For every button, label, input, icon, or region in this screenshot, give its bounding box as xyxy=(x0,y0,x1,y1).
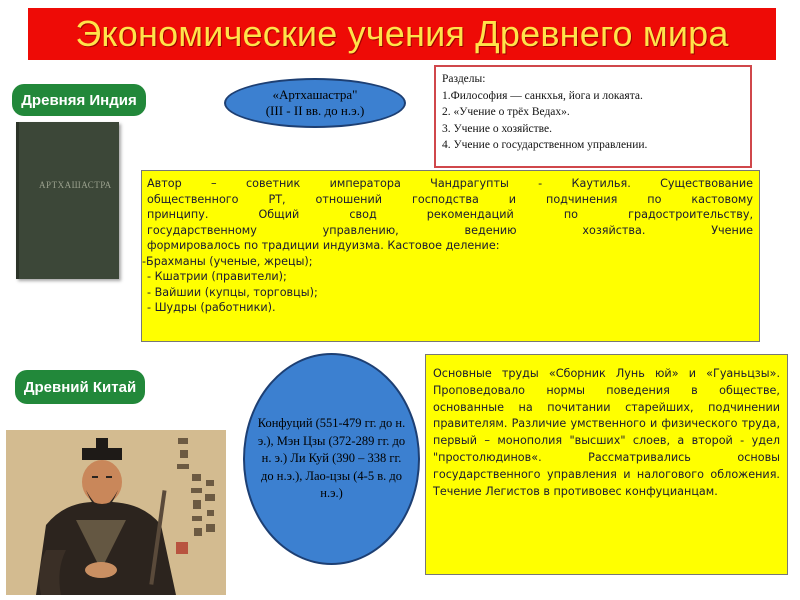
section-item: 3. Учение о хозяйстве. xyxy=(442,122,552,135)
china-text: Основные труды «Сборник Лунь юй» и «Гуаньцзы». Проповедовало нормы поведения в обществе, основанные на почитании старейших, подчинении правителям. Различие умственного и физического труда, первый – монополия "высших" слоев, а второй - удел "простолюдинов«. Рассматривались основы государственного управления и налогового обложения. Течение Легистов в противовес конфуцианцам. xyxy=(433,367,780,498)
oval-dates: (III - II вв. до н.э.) xyxy=(265,103,365,118)
label-ancient-india: Древняя Индия xyxy=(12,84,146,116)
india-description-box xyxy=(141,170,760,342)
confucius-portrait-image xyxy=(6,430,226,595)
philosophers-oval xyxy=(243,353,420,565)
book-title: АРТХАШАСТРА xyxy=(39,180,112,190)
arthashastra-oval xyxy=(224,78,406,128)
india-text-line: Автор – советник императора Чандрагупты - Каутилья. Существование xyxy=(147,177,753,190)
india-text-line: формировалось по традиции индуизма. Кастовое деление: xyxy=(147,239,500,252)
section-item: 2. «Учение о трёх Ведах». xyxy=(442,106,570,118)
india-text-line: общественного РТ, отношений господства и подчинения по кастовому xyxy=(147,192,753,206)
section-item: 4. Учение о государственном управлении. xyxy=(442,139,648,151)
oval-title: «Артхашастра" xyxy=(272,87,358,102)
caste-item: - Вайшии (купцы, торговцы); xyxy=(147,285,318,299)
section-item: 1.Философия — санкхья, йога и локаята. xyxy=(442,89,643,102)
caste-item: -Брахманы (ученые, жрецы); xyxy=(142,254,313,268)
title-bar xyxy=(28,8,776,60)
slide-title: Экономические учения Древнего мира xyxy=(75,13,729,54)
china-description-box xyxy=(425,354,788,575)
arthashastra-book-image xyxy=(16,122,119,279)
india-text-line: государственному управлению, ведению хозяйства. Учение xyxy=(147,223,753,237)
philosophers-text: Конфуций (551-479 гг. до н. э.), Мэн Цзы (372-289 гг. до н. э.) Ли Куй (390 – 338 гг. до н.э.), Лао-цзы (4-5 в. до н.э.) xyxy=(257,416,406,501)
label-ancient-china: Древний Китай xyxy=(15,370,145,404)
india-text-line: принципу. Общий свод рекомендаций по градостроительству, xyxy=(147,208,753,221)
confucius-portrait-svg xyxy=(6,430,226,595)
sections-heading: Разделы: xyxy=(442,73,486,85)
caste-item: - Кшатрии (правители); xyxy=(147,270,287,283)
caste-item: - Шудры (работники). xyxy=(147,301,276,314)
sections-box xyxy=(434,65,752,168)
